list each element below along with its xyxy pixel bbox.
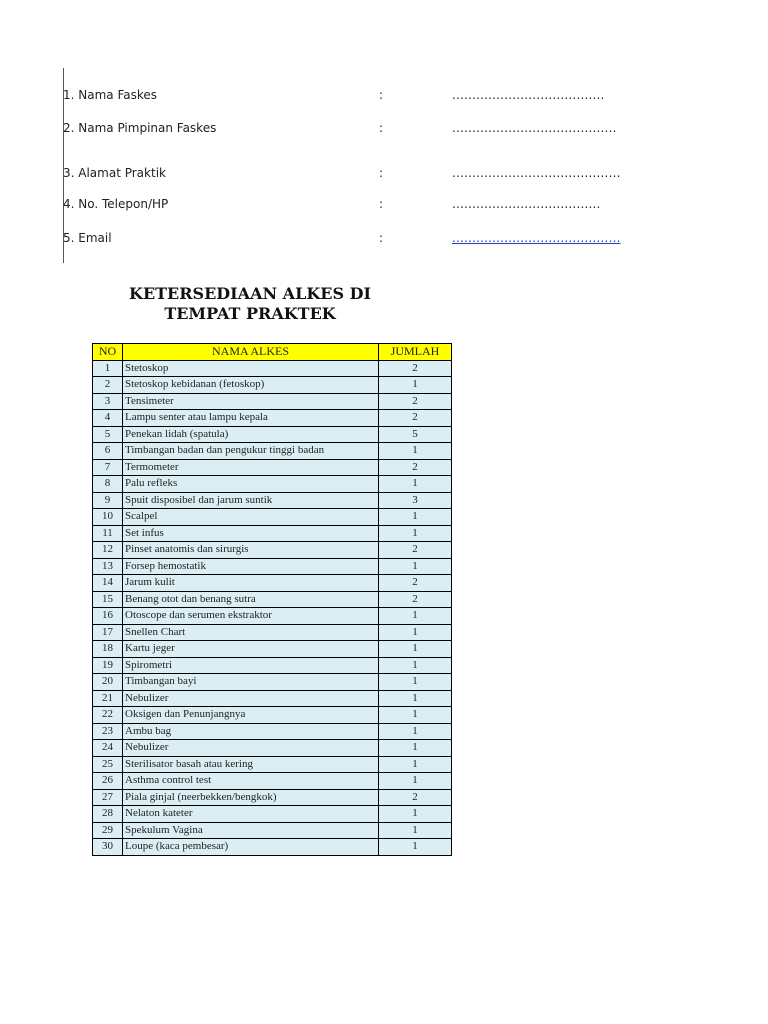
table-row (93, 839, 452, 856)
cell-nama-alkes: Lampu senter atau lampu kepala (123, 410, 379, 427)
form-colon: : (379, 197, 384, 211)
cell-nama-alkes: Termometer (123, 459, 379, 476)
cell-jumlah: 1 (379, 839, 452, 856)
table-row (93, 674, 452, 691)
cell-jumlah: 1 (379, 657, 452, 674)
cell-nama-alkes: Timbangan badan dan pengukur tinggi badan (123, 443, 379, 460)
form-row-email (63, 229, 663, 247)
table-row (93, 591, 452, 608)
title-line-1: KETERSEDIAAN ALKES DI (129, 284, 371, 303)
form-colon: : (379, 88, 384, 102)
cell-nama-alkes: Loupe (kaca pembesar) (123, 839, 379, 856)
cell-jumlah: 1 (379, 740, 452, 757)
cell-no: 30 (93, 839, 123, 856)
cell-no: 19 (93, 657, 123, 674)
cell-no: 11 (93, 525, 123, 542)
cell-no: 13 (93, 558, 123, 575)
cell-no: 23 (93, 723, 123, 740)
table-row (93, 575, 452, 592)
cell-no: 21 (93, 690, 123, 707)
table-row (93, 558, 452, 575)
cell-nama-alkes: Jarum kulit (123, 575, 379, 592)
cell-jumlah: 5 (379, 426, 452, 443)
cell-no: 3 (93, 393, 123, 410)
header-nama-alkes: NAMA ALKES (123, 344, 379, 361)
cell-nama-alkes: Stetoskop (123, 360, 379, 377)
cell-nama-alkes: Scalpel (123, 509, 379, 526)
cell-jumlah: 2 (379, 542, 452, 559)
email-link[interactable]: .......................................... (452, 231, 621, 245)
cell-no: 2 (93, 377, 123, 394)
cell-no: 22 (93, 707, 123, 724)
table-row (93, 773, 452, 790)
cell-no: 27 (93, 789, 123, 806)
cell-jumlah: 1 (379, 509, 452, 526)
cell-jumlah: 2 (379, 360, 452, 377)
form-row-nama-pimpinan (63, 119, 663, 137)
table-row (93, 476, 452, 493)
cell-no: 9 (93, 492, 123, 509)
cell-nama-alkes: Piala ginjal (neerbekken/bengkok) (123, 789, 379, 806)
cell-no: 26 (93, 773, 123, 790)
cell-no: 10 (93, 509, 123, 526)
cell-no: 25 (93, 756, 123, 773)
form-row-telepon (63, 195, 663, 213)
cell-jumlah: 1 (379, 756, 452, 773)
table-row (93, 492, 452, 509)
cell-no: 7 (93, 459, 123, 476)
form-label: 1. Nama Faskes (63, 88, 158, 102)
table-row (93, 707, 452, 724)
cell-jumlah: 2 (379, 459, 452, 476)
cell-nama-alkes: Snellen Chart (123, 624, 379, 641)
cell-no: 14 (93, 575, 123, 592)
page-title (120, 284, 380, 324)
cell-no: 6 (93, 443, 123, 460)
cell-jumlah: 1 (379, 674, 452, 691)
cell-no: 5 (93, 426, 123, 443)
cell-no: 28 (93, 806, 123, 823)
table-row (93, 690, 452, 707)
cell-nama-alkes: Asthma control test (123, 773, 379, 790)
table-row (93, 756, 452, 773)
cell-jumlah: 3 (379, 492, 452, 509)
cell-jumlah: 1 (379, 690, 452, 707)
cell-jumlah: 2 (379, 575, 452, 592)
cell-nama-alkes: Set infus (123, 525, 379, 542)
cell-nama-alkes: Timbangan bayi (123, 674, 379, 691)
table-row (93, 459, 452, 476)
form-colon: : (379, 231, 384, 245)
cell-jumlah: 2 (379, 591, 452, 608)
form-row-alamat-praktik (63, 164, 663, 182)
table-row (93, 806, 452, 823)
cell-jumlah: 1 (379, 558, 452, 575)
table-header-row (93, 344, 452, 361)
form-value[interactable]: ..................................... (452, 197, 601, 211)
table-row (93, 723, 452, 740)
cell-jumlah: 1 (379, 476, 452, 493)
cell-nama-alkes: Penekan lidah (spatula) (123, 426, 379, 443)
table-row (93, 393, 452, 410)
cell-jumlah: 1 (379, 822, 452, 839)
table-row (93, 608, 452, 625)
cell-jumlah: 2 (379, 410, 452, 427)
cell-no: 17 (93, 624, 123, 641)
header-jumlah: JUMLAH (379, 344, 452, 361)
cell-no: 8 (93, 476, 123, 493)
table-row (93, 377, 452, 394)
cell-no: 1 (93, 360, 123, 377)
table-row (93, 657, 452, 674)
cell-nama-alkes: Stetoskop kebidanan (fetoskop) (123, 377, 379, 394)
table-row (93, 740, 452, 757)
cell-nama-alkes: Forsep hemostatik (123, 558, 379, 575)
cell-jumlah: 1 (379, 624, 452, 641)
cell-jumlah: 1 (379, 723, 452, 740)
table-row (93, 624, 452, 641)
alkes-table (92, 343, 452, 856)
cell-nama-alkes: Kartu jeger (123, 641, 379, 658)
cell-jumlah: 1 (379, 707, 452, 724)
form-value[interactable]: ......................................... (452, 121, 617, 135)
cell-nama-alkes: Pinset anatomis dan sirurgis (123, 542, 379, 559)
cell-nama-alkes: Nelaton kateter (123, 806, 379, 823)
cell-jumlah: 1 (379, 806, 452, 823)
cell-no: 15 (93, 591, 123, 608)
form-value[interactable]: ...................................... (452, 88, 605, 102)
table-row (93, 789, 452, 806)
cell-no: 16 (93, 608, 123, 625)
cell-no: 18 (93, 641, 123, 658)
form-colon: : (379, 166, 384, 180)
table-body (93, 360, 452, 855)
cell-nama-alkes: Otoscope dan serumen ekstraktor (123, 608, 379, 625)
table-row (93, 641, 452, 658)
form-label: 2. Nama Pimpinan Faskes (63, 121, 217, 135)
cell-nama-alkes: Nebulizer (123, 690, 379, 707)
cell-nama-alkes: Oksigen dan Penunjangnya (123, 707, 379, 724)
cell-no: 12 (93, 542, 123, 559)
cell-nama-alkes: Spekulum Vagina (123, 822, 379, 839)
cell-nama-alkes: Sterilisator basah atau kering (123, 756, 379, 773)
cell-no: 20 (93, 674, 123, 691)
table-row (93, 822, 452, 839)
title-line-2: TEMPAT PRAKTEK (164, 304, 336, 323)
table-row (93, 542, 452, 559)
cell-jumlah: 1 (379, 377, 452, 394)
cell-no: 24 (93, 740, 123, 757)
header-no: NO (93, 344, 123, 361)
form-label: 3. Alamat Praktik (63, 166, 166, 180)
cell-no: 29 (93, 822, 123, 839)
cell-jumlah: 2 (379, 789, 452, 806)
form-label: 4. No. Telepon/HP (63, 197, 169, 211)
cell-nama-alkes: Ambu bag (123, 723, 379, 740)
cell-nama-alkes: Spirometri (123, 657, 379, 674)
cell-jumlah: 1 (379, 608, 452, 625)
cell-nama-alkes: Tensimeter (123, 393, 379, 410)
cell-nama-alkes: Benang otot dan benang sutra (123, 591, 379, 608)
form-row-nama-faskes (63, 86, 663, 104)
table-row (93, 509, 452, 526)
cell-jumlah: 1 (379, 641, 452, 658)
cell-nama-alkes: Nebulizer (123, 740, 379, 757)
cell-nama-alkes: Palu refleks (123, 476, 379, 493)
table-row (93, 525, 452, 542)
cell-no: 4 (93, 410, 123, 427)
form-colon: : (379, 121, 384, 135)
table-row (93, 426, 452, 443)
table-row (93, 443, 452, 460)
form-label: 5. Email (63, 231, 112, 245)
table-row (93, 410, 452, 427)
cell-jumlah: 1 (379, 525, 452, 542)
table-row (93, 360, 452, 377)
cell-jumlah: 2 (379, 393, 452, 410)
form-value[interactable]: .......................................... (452, 166, 621, 180)
cell-nama-alkes: Spuit disposibel dan jarum suntik (123, 492, 379, 509)
cell-jumlah: 1 (379, 773, 452, 790)
cell-jumlah: 1 (379, 443, 452, 460)
